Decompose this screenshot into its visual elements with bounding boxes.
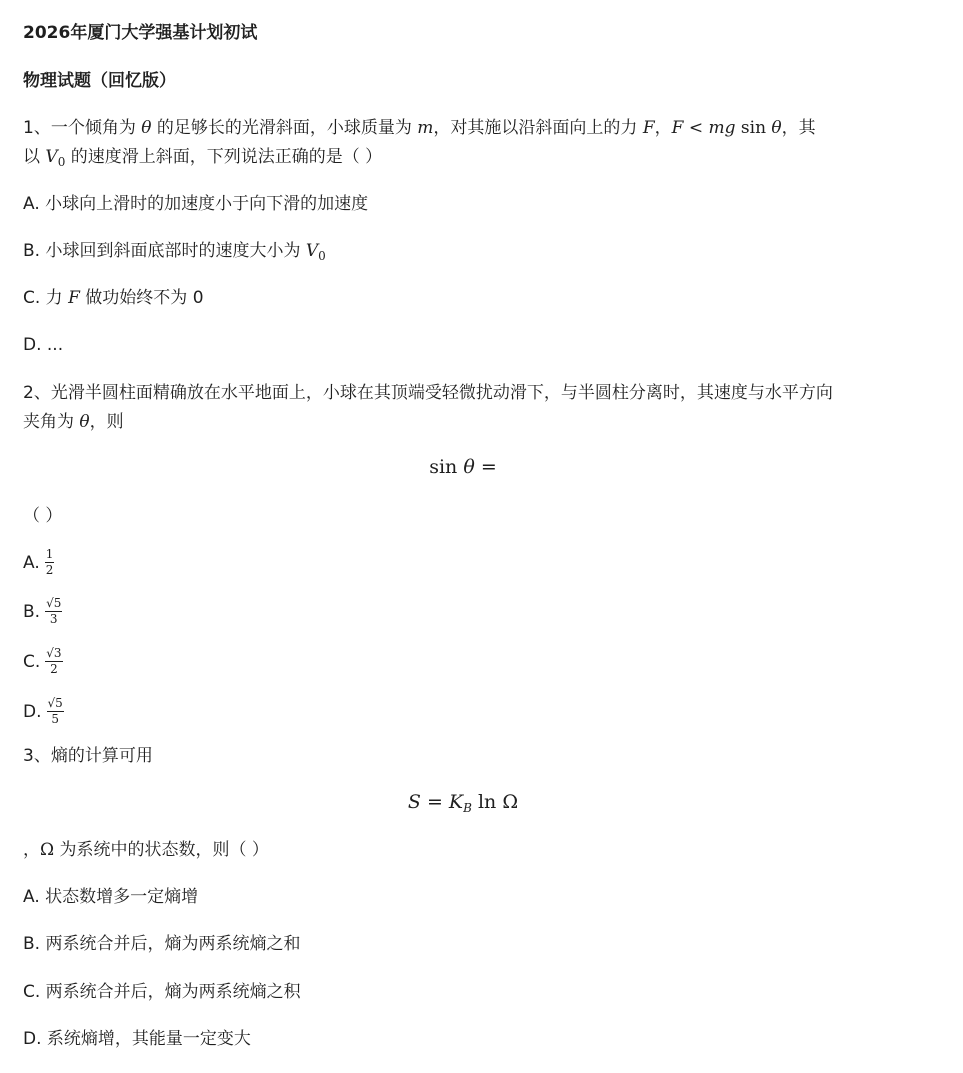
q1-option-a: A. 小球向上滑时的加速度小于向下滑的加速度	[23, 194, 369, 214]
q3-option-c: C. 两系统合并后，熵为两系统熵之积	[23, 982, 301, 1002]
q2-option-c: C. $\frac{√3}{2}$	[23, 646, 62, 676]
q2-option-a: A. $\frac{1}{2}$	[23, 547, 54, 577]
document-subtitle: 物理试题（回忆版）	[23, 71, 176, 91]
q2-answer-paren: （ ）	[23, 506, 63, 526]
fraction: $\frac{√3}{2}$	[46, 646, 62, 676]
fraction: $\frac{√5}{3}$	[46, 596, 62, 626]
q3-option-b: B. 两系统合并后，熵为两系统熵之和	[23, 934, 301, 954]
fraction: $\frac{√5}{5}$	[47, 696, 63, 726]
q3-stem-line1: 3、熵的计算可用	[23, 746, 153, 766]
q2-stem-line1: 2、光滑半圆柱面精确放在水平地面上，小球在其顶端受轻微扰动滑下，与半圆柱分离时，其速度与水平方向	[23, 383, 833, 403]
q1-option-c: C. 力 F 做功始终不为 0	[23, 288, 204, 308]
q2-option-b: B. $\frac{√5}{3}$	[23, 596, 62, 626]
fraction: $\frac{1}{2}$	[45, 547, 54, 577]
q3-option-a: A. 状态数增多一定熵增	[23, 887, 199, 907]
q2-display-equation: sin θ =	[429, 456, 497, 478]
q1-stem-line1: 1、一个倾角为 θ 的足够长的光滑斜面，小球质量为 m，对其施以沿斜面向上的力 F，F < mg sin θ，其	[23, 118, 816, 138]
q2-stem-line2: 夹角为 θ，则	[23, 412, 124, 432]
q3-display-equation: $S = K_B$ ln Ω	[407, 791, 519, 815]
q2-option-d: D. $\frac{√5}{5}$	[23, 696, 63, 726]
document-title: 2026年厦门大学强基计划初试	[23, 23, 258, 43]
q1-option-d: D. ...	[23, 335, 64, 355]
q1-stem-line2: 以 $V_0$ 的速度滑上斜面，下列说法正确的是（ ）	[23, 147, 383, 169]
q1-option-b: B. 小球回到斜面底部时的速度大小为 $V_0$	[23, 241, 326, 263]
q3-option-d: D. 系统熵增，其能量一定变大	[23, 1029, 251, 1049]
q3-stem-line2: ，Ω 为系统中的状态数，则（ ）	[23, 840, 269, 860]
